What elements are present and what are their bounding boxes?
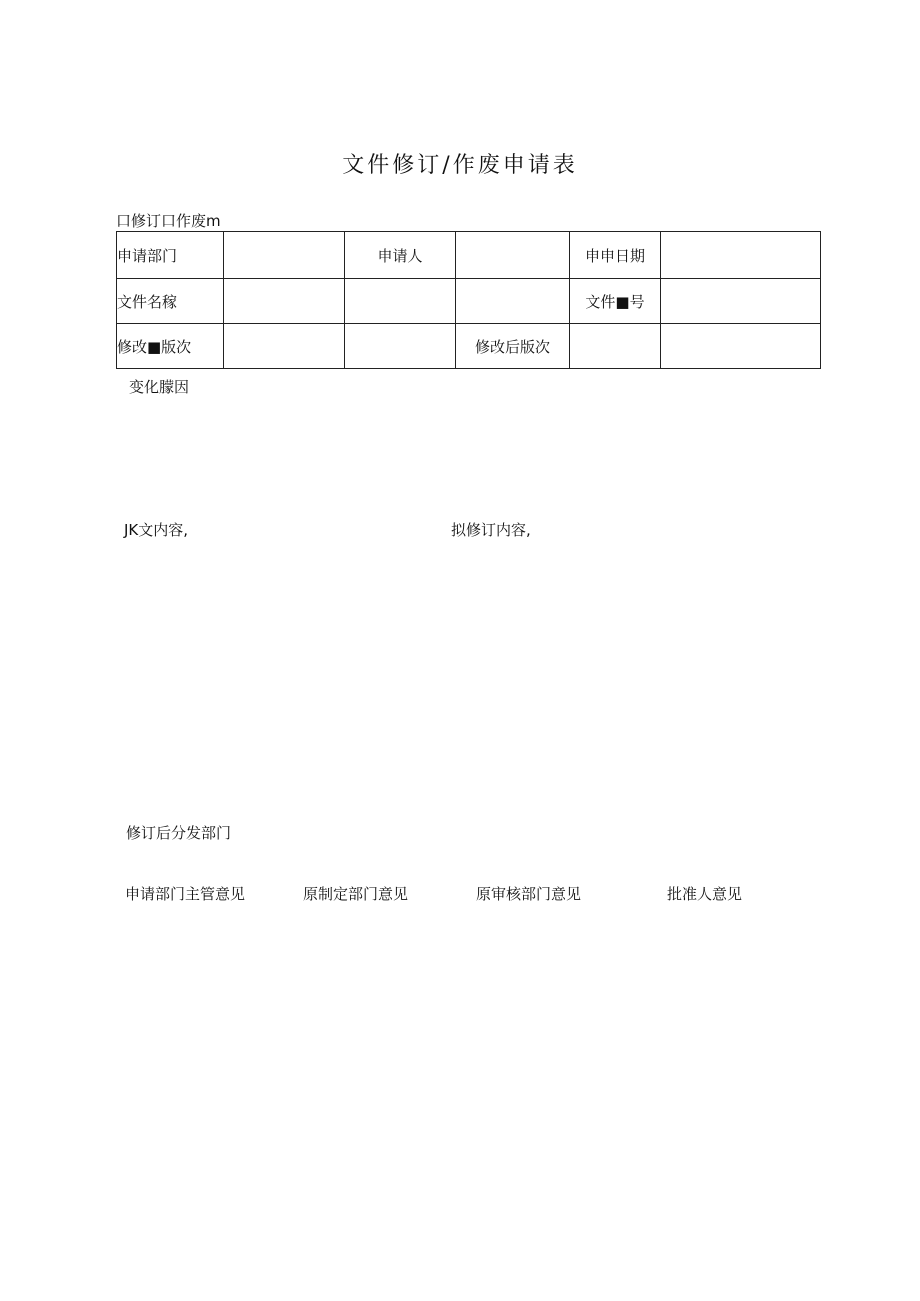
table-row [117,232,821,279]
approver-opinion-label: 批准人意见 [667,885,743,903]
pre-revision-version-cell-1[interactable] [224,324,345,369]
proposed-content-label: 拟修订内容, [451,521,531,539]
change-reason-label: 变化朦因 [129,378,190,396]
file-name-label: 文件名稼 [117,279,224,324]
file-name-cell-2[interactable] [345,279,456,324]
applicant-manager-opinion-label: 申请部门主管意见 [125,885,246,903]
revise-void-options: 口修订口作废m [116,212,221,230]
post-revision-version-label: 修改后版次 [456,324,570,369]
file-name-cell-1[interactable] [224,279,345,324]
distribution-dept-label: 修订后分发部门 [126,824,232,842]
applicant-dept-cell[interactable] [224,232,345,279]
post-revision-version-cell-1[interactable] [570,324,661,369]
applicant-dept-label: 申请部门 [117,232,224,279]
apply-date-label: 申申日期 [570,232,661,279]
original-dept-opinion-label: 原制定部门意见 [303,885,409,903]
original-review-opinion-label: 原审核部门意见 [476,885,582,903]
pre-revision-version-label: 修改■版次 [117,324,224,369]
pre-revision-version-cell-2[interactable] [345,324,456,369]
table-row [117,324,821,369]
post-revision-version-cell-2[interactable] [661,324,821,369]
apply-date-cell[interactable] [661,232,821,279]
original-content-label: JK文内容, [124,521,189,539]
table-row [117,279,821,324]
page-title: 文件修订/作废申请表 [342,153,578,178]
applicant-cell[interactable] [456,232,570,279]
file-name-cell-3[interactable] [456,279,570,324]
file-number-cell[interactable] [661,279,821,324]
file-number-label: 文件■号 [570,279,661,324]
application-table [116,231,821,369]
applicant-label: 申请人 [345,232,456,279]
